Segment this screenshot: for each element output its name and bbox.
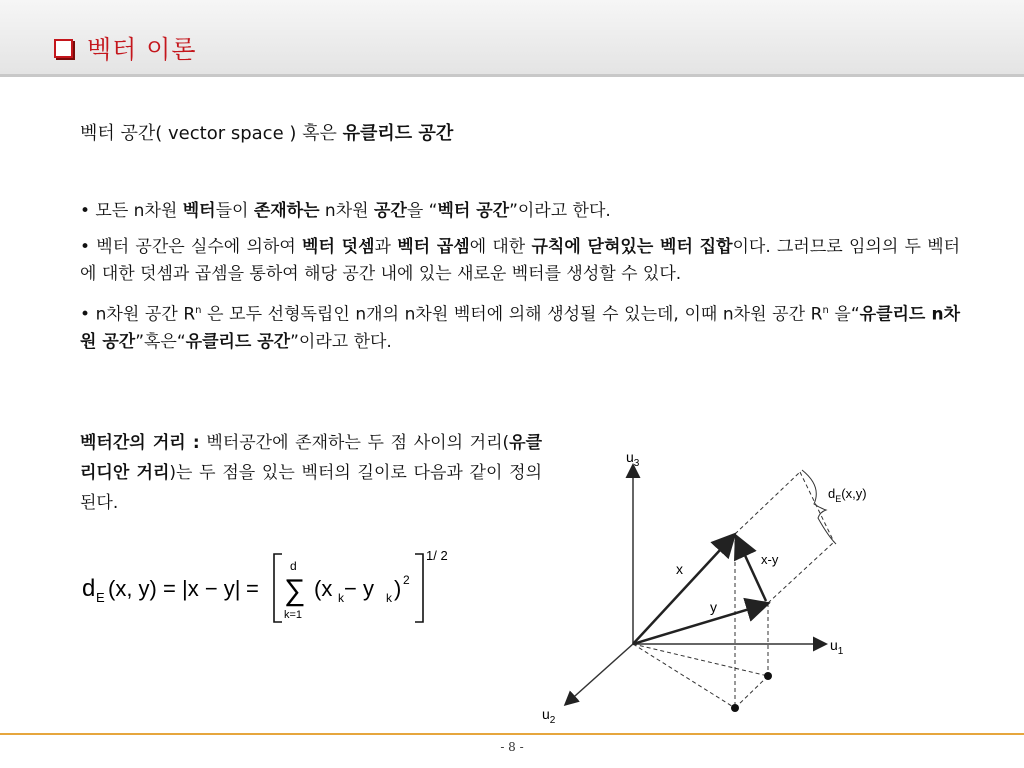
bold-run: 공간 [373,201,407,221]
text-run: )는 두 점을 있는 벡터의 길이로 다음과 같이 정의 된다. [80,463,542,513]
formula-outer-power: 1/ 2 [426,548,448,563]
label-y: y [710,599,717,615]
sum-symbol: ∑ [284,574,306,607]
text-run: • 벡터 공간은 실수에 의하여 [80,237,303,257]
formula-sub-e: E [96,590,105,605]
superscript: n [195,305,202,316]
subtitle-bold: 유클리드 공간 [342,123,454,144]
bold-run: 유클리드 n차원 공간 [80,304,960,352]
formula-sub-k: k [386,591,392,605]
bold-run: 벡터 [182,201,216,221]
bold-run: 규칙에 닫혀있는 벡터 집합 [531,237,733,257]
checkbox-bullet-icon [54,39,73,58]
right-bracket [415,554,423,622]
label-x-minus-y: x-y [761,552,779,567]
text-run: • 모든 n차원 [80,201,183,221]
superscript: n [822,305,829,316]
bold-run: 유클리드 공간 [185,331,291,352]
footer-divider [0,733,1024,735]
text-run: 을 “ [406,201,438,221]
label-x: x [676,561,683,577]
bold-run: 벡터 공간 [437,201,510,221]
bold-run: 존재하는 [253,201,320,221]
formula-eq: = [246,576,259,601]
text-run: ”혹은“ [135,331,186,352]
left-bracket [274,554,282,622]
bold-run: 벡터 곱셈 [397,237,470,257]
projection-point-x [731,704,739,712]
text-run: ”이라고 한다. [509,201,611,221]
formula-close-paren: ) [394,576,402,601]
bold-run: 벡터 덧셈 [302,237,375,257]
text-run: 이다. 그러므로 임의의 두 벡터에 대한 덧셈과 곱셈을 통하여 해당 공간 내에 있는 새로운 벡터를 생성할 수 있다. [80,237,961,284]
bold-run: 유클리디안 거리 [80,433,543,483]
slide-title [54,30,197,66]
bullet-item [80,297,960,356]
text-run: 들이 [215,201,254,221]
bullet-list [80,198,960,365]
label-distance: $d_E(x,y)$ [828,486,867,504]
formula-abs: |x − y| [182,576,241,601]
header-bar [0,0,1024,77]
formula-minus-y: − y [344,576,374,601]
slide-title-text: 벡터 이론 [87,35,197,64]
label-u1: $u_1$ [830,637,844,657]
vector-distance-diagram [530,436,870,728]
sum-upper-limit: d [290,559,297,573]
text-run: 은 모두 선형독립인 n개의 n차원 벡터에 의해 생성될 수 있는데, 이때 n차원 공간 R [201,304,823,325]
text-run: 과 [374,237,398,257]
formula-power: 2 [403,573,410,587]
distance-brace [802,470,836,544]
subtitle [80,119,453,145]
bold-run: 벡터간의 거리 : [80,433,200,453]
bullet-item [80,234,960,288]
subtitle-text: 벡터 공간( vector space ) 혹은 [80,123,343,144]
formula-args: (x, y) = [108,576,176,601]
sum-lower-limit: k=1 [284,609,303,621]
text-run: • n차원 공간 R [80,304,196,325]
text-run: 에 대한 [469,237,532,257]
formula-sub-k: k [338,591,344,605]
formula-d: d [82,575,96,602]
projection-point-y [764,672,772,680]
formula-term: (x [314,576,333,601]
euclidean-distance-formula [82,540,462,630]
axis-u2 [566,644,633,704]
projection-lines [633,472,834,708]
vector-x-minus-y [737,538,766,601]
text-run: ”이라고 한다. [290,331,392,352]
distance-definition [80,428,542,518]
label-u2: $u_2$ [542,706,556,726]
text-run: n차원 [319,201,374,221]
label-u3: $u_3$ [626,449,640,469]
bullet-item [80,198,960,225]
text-run: 벡터공간에 존재하는 두 점 사이의 거리( [199,433,510,453]
text-run: 을“ [828,304,860,325]
page-number: - 8 - [500,740,524,754]
